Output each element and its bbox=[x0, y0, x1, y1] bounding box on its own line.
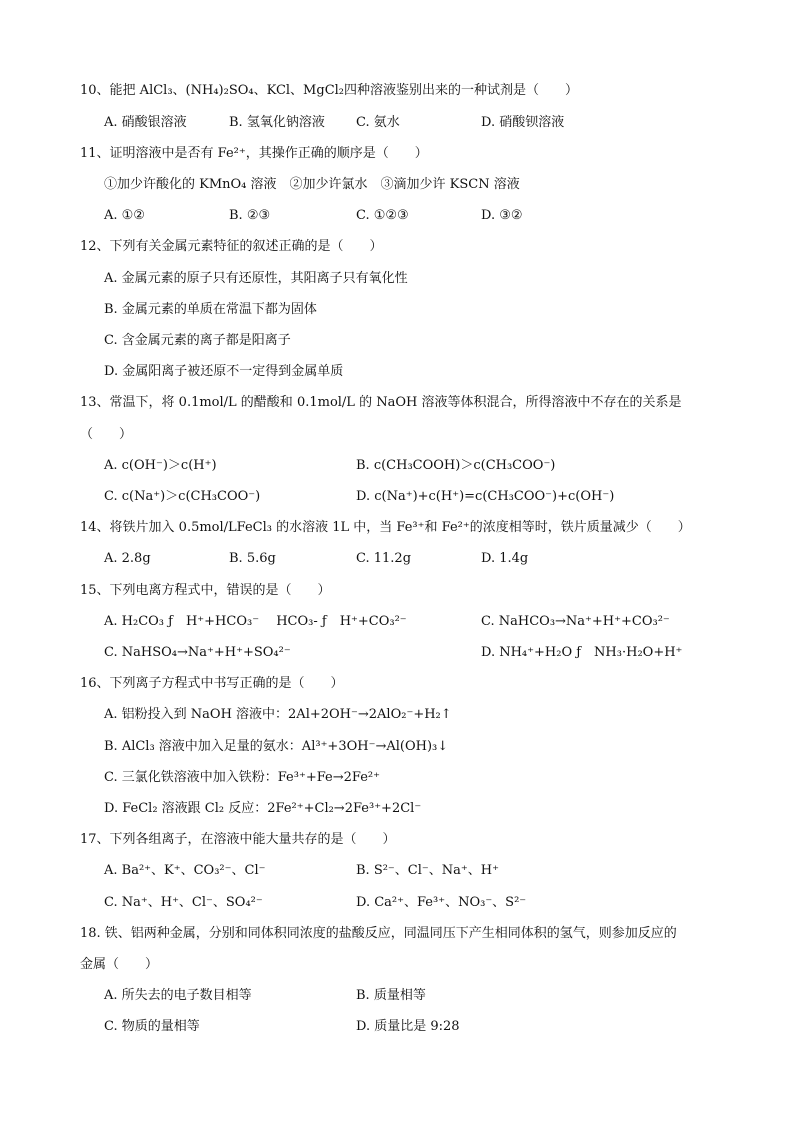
question-16-option-b: B. AlCl₃ 溶液中加入足量的氨水：Al³⁺+3OH⁻→Al(OH)₃↓ bbox=[104, 739, 449, 754]
question-13-stem: 13、常温下，将 0.1mol/L 的醋酸和 0.1mol/L 的 NaOH 溶液等体积混合，所得溶液中不存在的关系是 bbox=[80, 395, 682, 410]
question-17-option-a: A. Ba²⁺、K⁺、CO₃²⁻、Cl⁻ bbox=[104, 863, 266, 878]
question-11-option-c: C. ①②③ bbox=[356, 208, 409, 223]
question-15-option-d: D. NH₄⁺+H₂O ƒ NH₃·H₂O+H⁺ bbox=[481, 645, 683, 660]
question-15-option-b: C. NaHCO₃→Na⁺+H⁺+CO₃²⁻ bbox=[481, 614, 670, 629]
question-10-option-a: A. 硝酸银溶液 bbox=[104, 115, 187, 130]
question-13-option-c: C. c(Na⁺)＞c(CH₃COO⁻) bbox=[104, 489, 261, 504]
question-17-option-b: B. S²⁻、Cl⁻、Na⁺、H⁺ bbox=[356, 863, 499, 878]
question-16-option-d: D. FeCl₂ 溶液跟 Cl₂ 反应：2Fe²⁺+Cl₂→2Fe³⁺+2Cl⁻ bbox=[104, 801, 422, 816]
question-18-option-b: B. 质量相等 bbox=[356, 988, 426, 1003]
question-18-option-d: D. 质量比是 9:28 bbox=[356, 1019, 460, 1034]
question-14-stem: 14、将铁片加入 0.5mol/LFeCl₃ 的水溶液 1L 中，当 Fe³⁺和 Fe²⁺的浓度相等时，铁片质量减少（ ） bbox=[80, 520, 691, 535]
question-10-option-c: C. 氨水 bbox=[356, 115, 400, 130]
question-17-option-d: D. Ca²⁺、Fe³⁺、NO₃⁻、S²⁻ bbox=[356, 895, 527, 910]
question-17-option-c: C. Na⁺、H⁺、Cl⁻、SO₄²⁻ bbox=[104, 895, 263, 910]
question-18-stem: 18. 铁、铝两种金属，分别和同体积同浓度的盐酸反应，同温同压下产生相同体积的氢气，则参加反应的 bbox=[80, 926, 677, 941]
question-12-option-b: B. 金属元素的单质在常温下都为固体 bbox=[104, 302, 317, 317]
question-15-stem: 15、下列电离方程式中，错误的是（ ） bbox=[80, 583, 331, 598]
question-14-option-d: D. 1.4g bbox=[481, 551, 529, 566]
question-18-option-c: C. 物质的量相等 bbox=[104, 1019, 200, 1034]
question-12-option-c: C. 含金属元素的离子都是阳离子 bbox=[104, 333, 291, 348]
question-11-option-b: B. ②③ bbox=[229, 208, 271, 223]
question-16-option-c: C. 三氯化铁溶液中加入铁粉：Fe³⁺+Fe→2Fe²⁺ bbox=[104, 770, 380, 785]
question-12-option-d: D. 金属阳离子被还原不一定得到金属单质 bbox=[104, 364, 344, 379]
question-11-steps: ①加少许酸化的 KMnO₄ 溶液 ②加少许氯水 ③滴加少许 KSCN 溶液 bbox=[104, 177, 520, 192]
question-14-option-a: A. 2.8g bbox=[104, 551, 151, 566]
question-11-option-a: A. ①② bbox=[104, 208, 145, 223]
question-13-option-a: A. c(OH⁻)＞c(H⁺) bbox=[104, 458, 217, 473]
question-13-option-d: D. c(Na⁺)+c(H⁺)=c(CH₃COO⁻)+c(OH⁻) bbox=[356, 489, 615, 504]
question-10-option-b: B. 氢氧化钠溶液 bbox=[229, 115, 325, 130]
question-10-option-d: D. 硝酸钡溶液 bbox=[481, 115, 565, 130]
question-15-option-a: A. H₂CO₃ ƒ H⁺+HCO₃⁻ HCO₃- ƒ H⁺+CO₃²⁻ bbox=[104, 614, 407, 629]
question-10-stem: 10、能把 AlCl₃、(NH₄)₂SO₄、KCl、MgCl₂四种溶液鉴别出来的一种试剂是（ ） bbox=[80, 83, 579, 98]
question-13-option-b: B. c(CH₃COOH)＞c(CH₃COO⁻) bbox=[356, 458, 556, 473]
question-13-stem-continued: （ ） bbox=[80, 427, 133, 442]
question-16-stem: 16、下列离子方程式中书写正确的是（ ） bbox=[80, 676, 344, 691]
question-18-option-a: A. 所失去的电子数目相等 bbox=[104, 988, 252, 1003]
question-14-option-c: C. 11.2g bbox=[356, 551, 412, 566]
question-12-option-a: A. 金属元素的原子只有还原性，其阳离子只有氧化性 bbox=[104, 271, 408, 286]
question-16-option-a: A. 铝粉投入到 NaOH 溶液中：2Al+2OH⁻→2AlO₂⁻+H₂↑ bbox=[104, 707, 452, 722]
question-11-option-d: D. ③② bbox=[481, 208, 523, 223]
question-11-stem: 11、证明溶液中是否有 Fe²⁺，其操作正确的顺序是（ ） bbox=[80, 146, 428, 161]
question-18-stem-continued: 金属（ ） bbox=[80, 957, 159, 972]
question-15-option-c: C. NaHSO₄→Na⁺+H⁺+SO₄²⁻ bbox=[104, 645, 291, 660]
question-14-option-b: B. 5.6g bbox=[229, 551, 276, 566]
question-17-stem: 17、下列各组离子，在溶液中能大量共存的是（ ） bbox=[80, 832, 396, 847]
question-12-stem: 12、下列有关金属元素特征的叙述正确的是（ ） bbox=[80, 239, 383, 254]
